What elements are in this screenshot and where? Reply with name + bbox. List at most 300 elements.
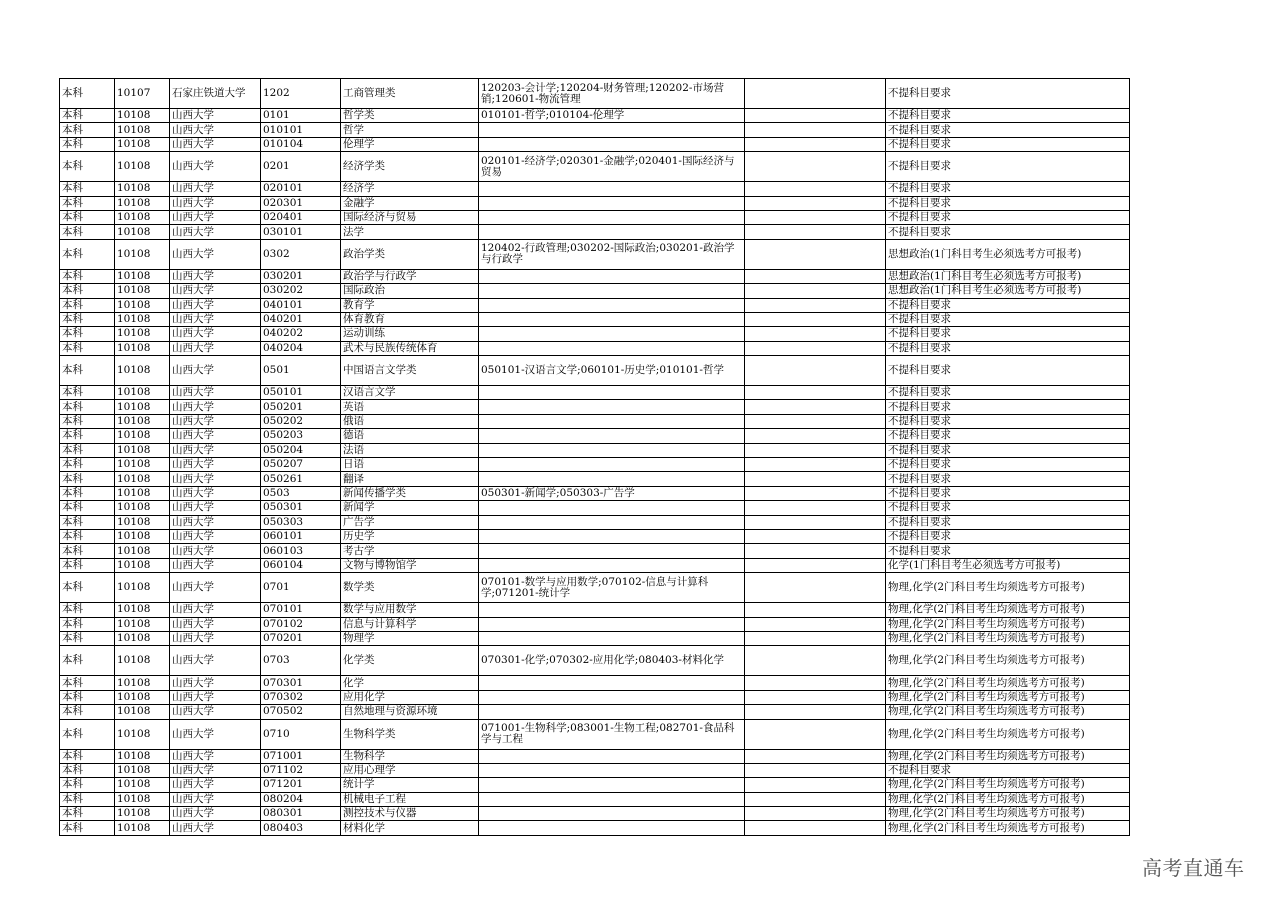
- school-name-cell: 山西大学: [170, 719, 261, 749]
- blank-cell: [745, 152, 886, 182]
- level-cell: 本科: [60, 558, 115, 572]
- school-name-cell: 山西大学: [170, 486, 261, 500]
- school-name-cell: 山西大学: [170, 690, 261, 704]
- included-majors-cell: [479, 210, 745, 224]
- major-code-cell: 050303: [261, 515, 341, 529]
- school-code-cell: 10108: [115, 400, 170, 414]
- table-row: [60, 298, 1130, 312]
- school-name-cell: 山西大学: [170, 312, 261, 326]
- included-majors-cell: [479, 749, 745, 763]
- blank-cell: [745, 705, 886, 719]
- major-code-cell: 0710: [261, 719, 341, 749]
- level-cell: 本科: [60, 196, 115, 210]
- level-cell: 本科: [60, 719, 115, 749]
- table-row: [60, 472, 1130, 486]
- table-row: [60, 123, 1130, 137]
- included-majors-cell: 070301-化学;070302-应用化学;080403-材料化学: [479, 646, 745, 676]
- blank-cell: [745, 386, 886, 400]
- school-name-cell: 山西大学: [170, 386, 261, 400]
- major-name-cell: 德语: [341, 429, 479, 443]
- included-majors-cell: [479, 705, 745, 719]
- major-code-cell: 070201: [261, 631, 341, 645]
- school-code-cell: 10108: [115, 341, 170, 355]
- included-majors-cell: [479, 225, 745, 239]
- school-name-cell: 山西大学: [170, 558, 261, 572]
- major-name-cell: 金融学: [341, 196, 479, 210]
- subject-requirement-cell: 物理,化学(2门科目考生均须选考方可报考): [886, 631, 1130, 645]
- subject-requirement-cell: 不提科目要求: [886, 529, 1130, 543]
- level-cell: 本科: [60, 749, 115, 763]
- subject-requirement-cell: 不提科目要求: [886, 312, 1130, 326]
- blank-cell: [745, 792, 886, 806]
- level-cell: 本科: [60, 210, 115, 224]
- major-code-cell: 0101: [261, 109, 341, 123]
- major-code-cell: 040201: [261, 312, 341, 326]
- subject-requirement-cell: 不提科目要求: [886, 182, 1130, 196]
- blank-cell: [745, 312, 886, 326]
- included-majors-cell: [479, 617, 745, 631]
- table-row: [60, 414, 1130, 428]
- major-code-cell: 0302: [261, 239, 341, 269]
- major-name-cell: 机械电子工程: [341, 792, 479, 806]
- subject-requirement-cell: 不提科目要求: [886, 763, 1130, 777]
- major-code-cell: 030101: [261, 225, 341, 239]
- school-name-cell: 山西大学: [170, 137, 261, 151]
- level-cell: 本科: [60, 109, 115, 123]
- included-majors-cell: [479, 123, 745, 137]
- school-name-cell: 山西大学: [170, 792, 261, 806]
- table-row: [60, 646, 1130, 676]
- school-name-cell: 山西大学: [170, 414, 261, 428]
- school-code-cell: 10108: [115, 558, 170, 572]
- major-name-cell: 武术与民族传统体育: [341, 341, 479, 355]
- school-code-cell: 10108: [115, 152, 170, 182]
- major-name-cell: 政治学与行政学: [341, 269, 479, 283]
- subject-requirement-cell: 不提科目要求: [886, 123, 1130, 137]
- major-code-cell: 071102: [261, 763, 341, 777]
- major-name-cell: 翻译: [341, 472, 479, 486]
- blank-cell: [745, 515, 886, 529]
- included-majors-cell: [479, 792, 745, 806]
- level-cell: 本科: [60, 501, 115, 515]
- subject-requirement-cell: 不提科目要求: [886, 414, 1130, 428]
- major-code-cell: 030201: [261, 269, 341, 283]
- level-cell: 本科: [60, 269, 115, 283]
- school-code-cell: 10108: [115, 196, 170, 210]
- school-name-cell: 山西大学: [170, 617, 261, 631]
- major-code-cell: 0703: [261, 646, 341, 676]
- table-row: [60, 705, 1130, 719]
- major-code-cell: 040101: [261, 298, 341, 312]
- level-cell: 本科: [60, 676, 115, 690]
- major-code-cell: 070302: [261, 690, 341, 704]
- table-row: [60, 269, 1130, 283]
- major-code-cell: 071201: [261, 778, 341, 792]
- table-body: [60, 79, 1130, 836]
- major-code-cell: 070102: [261, 617, 341, 631]
- major-code-cell: 040202: [261, 327, 341, 341]
- watermark-text: 高考直通车: [1142, 856, 1245, 880]
- blank-cell: [745, 196, 886, 210]
- blank-cell: [745, 137, 886, 151]
- table-row: [60, 603, 1130, 617]
- included-majors-cell: [479, 298, 745, 312]
- school-name-cell: 山西大学: [170, 544, 261, 558]
- major-name-cell: 经济学: [341, 182, 479, 196]
- blank-cell: [745, 414, 886, 428]
- blank-cell: [745, 79, 886, 109]
- level-cell: 本科: [60, 690, 115, 704]
- school-code-cell: 10108: [115, 284, 170, 298]
- blank-cell: [745, 327, 886, 341]
- school-name-cell: 山西大学: [170, 778, 261, 792]
- blank-cell: [745, 472, 886, 486]
- table-row: [60, 807, 1130, 821]
- table-row: [60, 558, 1130, 572]
- subject-requirement-cell: 不提科目要求: [886, 544, 1130, 558]
- major-code-cell: 080403: [261, 821, 341, 835]
- major-code-cell: 1202: [261, 79, 341, 109]
- major-name-cell: 新闻学: [341, 501, 479, 515]
- major-code-cell: 010104: [261, 137, 341, 151]
- subject-requirement-cell: 物理,化学(2门科目考生均须选考方可报考): [886, 690, 1130, 704]
- blank-cell: [745, 558, 886, 572]
- level-cell: 本科: [60, 705, 115, 719]
- subject-requirement-cell: 不提科目要求: [886, 225, 1130, 239]
- subject-requirement-cell: 物理,化学(2门科目考生均须选考方可报考): [886, 821, 1130, 835]
- table-row: [60, 429, 1130, 443]
- table-row: [60, 210, 1130, 224]
- major-code-cell: 071001: [261, 749, 341, 763]
- level-cell: 本科: [60, 152, 115, 182]
- major-name-cell: 经济学类: [341, 152, 479, 182]
- major-name-cell: 广告学: [341, 515, 479, 529]
- table-row: [60, 400, 1130, 414]
- level-cell: 本科: [60, 312, 115, 326]
- level-cell: 本科: [60, 529, 115, 543]
- included-majors-cell: [479, 414, 745, 428]
- subject-requirement-cell: 思想政治(1门科目考生必须选考方可报考): [886, 239, 1130, 269]
- major-code-cell: 010101: [261, 123, 341, 137]
- blank-cell: [745, 356, 886, 386]
- school-code-cell: 10108: [115, 676, 170, 690]
- level-cell: 本科: [60, 646, 115, 676]
- major-name-cell: 应用化学: [341, 690, 479, 704]
- major-name-cell: 数学与应用数学: [341, 603, 479, 617]
- blank-cell: [745, 646, 886, 676]
- blank-cell: [745, 778, 886, 792]
- level-cell: 本科: [60, 123, 115, 137]
- included-majors-cell: [479, 807, 745, 821]
- major-code-cell: 070502: [261, 705, 341, 719]
- included-majors-cell: [479, 400, 745, 414]
- major-code-cell: 050301: [261, 501, 341, 515]
- school-name-cell: 山西大学: [170, 603, 261, 617]
- school-code-cell: 10108: [115, 429, 170, 443]
- major-name-cell: 体育教育: [341, 312, 479, 326]
- included-majors-cell: [479, 631, 745, 645]
- school-name-cell: 山西大学: [170, 225, 261, 239]
- school-code-cell: 10108: [115, 749, 170, 763]
- subject-requirement-cell: 物理,化学(2门科目考生均须选考方可报考): [886, 807, 1130, 821]
- blank-cell: [745, 529, 886, 543]
- level-cell: 本科: [60, 792, 115, 806]
- school-code-cell: 10108: [115, 123, 170, 137]
- table-row: [60, 778, 1130, 792]
- level-cell: 本科: [60, 341, 115, 355]
- school-name-cell: 山西大学: [170, 269, 261, 283]
- included-majors-cell: 120203-会计学;120204-财务管理;120202-市场营销;120601-物流管理: [479, 79, 745, 109]
- subject-requirement-cell: 不提科目要求: [886, 152, 1130, 182]
- subject-requirement-cell: 不提科目要求: [886, 137, 1130, 151]
- school-code-cell: 10108: [115, 705, 170, 719]
- subject-requirement-cell: 物理,化学(2门科目考生均须选考方可报考): [886, 676, 1130, 690]
- level-cell: 本科: [60, 400, 115, 414]
- included-majors-cell: [479, 443, 745, 457]
- subject-requirement-cell: 不提科目要求: [886, 515, 1130, 529]
- level-cell: 本科: [60, 137, 115, 151]
- included-majors-cell: [479, 676, 745, 690]
- table-row: [60, 544, 1130, 558]
- school-name-cell: 山西大学: [170, 152, 261, 182]
- included-majors-cell: [479, 501, 745, 515]
- school-code-cell: 10108: [115, 719, 170, 749]
- major-code-cell: 020101: [261, 182, 341, 196]
- subject-requirement-cell: 不提科目要求: [886, 429, 1130, 443]
- major-name-cell: 历史学: [341, 529, 479, 543]
- level-cell: 本科: [60, 778, 115, 792]
- included-majors-cell: [479, 544, 745, 558]
- school-name-cell: 山西大学: [170, 327, 261, 341]
- major-code-cell: 0701: [261, 573, 341, 603]
- major-name-cell: 信息与计算科学: [341, 617, 479, 631]
- major-code-cell: 050207: [261, 458, 341, 472]
- blank-cell: [745, 341, 886, 355]
- included-majors-cell: [479, 821, 745, 835]
- major-name-cell: 数学类: [341, 573, 479, 603]
- level-cell: 本科: [60, 603, 115, 617]
- school-code-cell: 10108: [115, 690, 170, 704]
- major-name-cell: 教育学: [341, 298, 479, 312]
- major-name-cell: 哲学: [341, 123, 479, 137]
- school-code-cell: 10108: [115, 631, 170, 645]
- major-name-cell: 统计学: [341, 778, 479, 792]
- blank-cell: [745, 225, 886, 239]
- major-code-cell: 0201: [261, 152, 341, 182]
- school-name-cell: 山西大学: [170, 705, 261, 719]
- blank-cell: [745, 763, 886, 777]
- major-name-cell: 俄语: [341, 414, 479, 428]
- table-row: [60, 239, 1130, 269]
- blank-cell: [745, 109, 886, 123]
- included-majors-cell: 050101-汉语言文学;060101-历史学;010101-哲学: [479, 356, 745, 386]
- level-cell: 本科: [60, 821, 115, 835]
- blank-cell: [745, 690, 886, 704]
- level-cell: 本科: [60, 443, 115, 457]
- major-name-cell: 文物与博物馆学: [341, 558, 479, 572]
- school-name-cell: 石家庄铁道大学: [170, 79, 261, 109]
- major-name-cell: 运动训练: [341, 327, 479, 341]
- included-majors-cell: [479, 284, 745, 298]
- school-code-cell: 10108: [115, 646, 170, 676]
- blank-cell: [745, 443, 886, 457]
- school-code-cell: 10107: [115, 79, 170, 109]
- school-code-cell: 10108: [115, 356, 170, 386]
- table-row: [60, 284, 1130, 298]
- blank-cell: [745, 298, 886, 312]
- school-code-cell: 10108: [115, 792, 170, 806]
- included-majors-cell: 050301-新闻学;050303-广告学: [479, 486, 745, 500]
- school-name-cell: 山西大学: [170, 429, 261, 443]
- level-cell: 本科: [60, 544, 115, 558]
- included-majors-cell: [479, 472, 745, 486]
- included-majors-cell: [479, 196, 745, 210]
- included-majors-cell: 120402-行政管理;030202-国际政治;030201-政治学与行政学: [479, 239, 745, 269]
- included-majors-cell: [479, 429, 745, 443]
- level-cell: 本科: [60, 807, 115, 821]
- major-name-cell: 国际经济与贸易: [341, 210, 479, 224]
- school-name-cell: 山西大学: [170, 529, 261, 543]
- major-name-cell: 汉语言文学: [341, 386, 479, 400]
- table-row: [60, 821, 1130, 835]
- school-code-cell: 10108: [115, 137, 170, 151]
- school-code-cell: 10108: [115, 443, 170, 457]
- table-row: [60, 196, 1130, 210]
- included-majors-cell: 070101-数学与应用数学;070102-信息与计算科学;071201-统计学: [479, 573, 745, 603]
- school-name-cell: 山西大学: [170, 298, 261, 312]
- major-name-cell: 日语: [341, 458, 479, 472]
- subject-requirement-cell: 物理,化学(2门科目考生均须选考方可报考): [886, 719, 1130, 749]
- included-majors-cell: [479, 327, 745, 341]
- major-code-cell: 060104: [261, 558, 341, 572]
- school-code-cell: 10108: [115, 544, 170, 558]
- major-code-cell: 050261: [261, 472, 341, 486]
- table-row: [60, 573, 1130, 603]
- level-cell: 本科: [60, 386, 115, 400]
- school-name-cell: 山西大学: [170, 631, 261, 645]
- school-name-cell: 山西大学: [170, 400, 261, 414]
- included-majors-cell: [479, 558, 745, 572]
- school-code-cell: 10108: [115, 529, 170, 543]
- blank-cell: [745, 631, 886, 645]
- school-code-cell: 10108: [115, 109, 170, 123]
- table-row: [60, 109, 1130, 123]
- table-row: [60, 501, 1130, 515]
- level-cell: 本科: [60, 414, 115, 428]
- included-majors-cell: [479, 778, 745, 792]
- subject-requirement-cell: 不提科目要求: [886, 443, 1130, 457]
- blank-cell: [745, 573, 886, 603]
- table-row: [60, 617, 1130, 631]
- table-row: [60, 719, 1130, 749]
- table-row: [60, 225, 1130, 239]
- major-code-cell: 050203: [261, 429, 341, 443]
- school-name-cell: 山西大学: [170, 123, 261, 137]
- table-row: [60, 690, 1130, 704]
- major-name-cell: 政治学类: [341, 239, 479, 269]
- table-row: [60, 356, 1130, 386]
- level-cell: 本科: [60, 356, 115, 386]
- table-row: [60, 152, 1130, 182]
- included-majors-cell: [479, 603, 745, 617]
- level-cell: 本科: [60, 327, 115, 341]
- table-row: [60, 79, 1130, 109]
- school-code-cell: 10108: [115, 573, 170, 603]
- table-row: [60, 312, 1130, 326]
- level-cell: 本科: [60, 458, 115, 472]
- major-code-cell: 060101: [261, 529, 341, 543]
- school-name-cell: 山西大学: [170, 749, 261, 763]
- included-majors-cell: [479, 763, 745, 777]
- major-code-cell: 050201: [261, 400, 341, 414]
- blank-cell: [745, 719, 886, 749]
- table-row: [60, 515, 1130, 529]
- major-code-cell: 050101: [261, 386, 341, 400]
- included-majors-cell: [479, 515, 745, 529]
- subject-requirement-cell: 物理,化学(2门科目考生均须选考方可报考): [886, 646, 1130, 676]
- major-code-cell: 050204: [261, 443, 341, 457]
- school-code-cell: 10108: [115, 182, 170, 196]
- level-cell: 本科: [60, 763, 115, 777]
- level-cell: 本科: [60, 239, 115, 269]
- subject-requirement-cell: 不提科目要求: [886, 458, 1130, 472]
- school-code-cell: 10108: [115, 298, 170, 312]
- subject-requirement-cell: 物理,化学(2门科目考生均须选考方可报考): [886, 749, 1130, 763]
- major-code-cell: 080301: [261, 807, 341, 821]
- school-code-cell: 10108: [115, 458, 170, 472]
- major-name-cell: 英语: [341, 400, 479, 414]
- blank-cell: [745, 458, 886, 472]
- school-code-cell: 10108: [115, 225, 170, 239]
- major-code-cell: 020401: [261, 210, 341, 224]
- subject-requirement-cell: 思想政治(1门科目考生必须选考方可报考): [886, 269, 1130, 283]
- level-cell: 本科: [60, 225, 115, 239]
- school-code-cell: 10108: [115, 386, 170, 400]
- school-code-cell: 10108: [115, 312, 170, 326]
- school-code-cell: 10108: [115, 414, 170, 428]
- blank-cell: [745, 239, 886, 269]
- school-code-cell: 10108: [115, 821, 170, 835]
- level-cell: 本科: [60, 631, 115, 645]
- table-row: [60, 458, 1130, 472]
- included-majors-cell: [479, 341, 745, 355]
- table-row: [60, 386, 1130, 400]
- subject-requirement-cell: 物理,化学(2门科目考生均须选考方可报考): [886, 792, 1130, 806]
- subject-requirement-cell: 物理,化学(2门科目考生均须选考方可报考): [886, 603, 1130, 617]
- school-name-cell: 山西大学: [170, 646, 261, 676]
- major-code-cell: 070301: [261, 676, 341, 690]
- school-name-cell: 山西大学: [170, 515, 261, 529]
- blank-cell: [745, 182, 886, 196]
- school-code-cell: 10108: [115, 269, 170, 283]
- school-name-cell: 山西大学: [170, 196, 261, 210]
- major-code-cell: 070101: [261, 603, 341, 617]
- school-code-cell: 10108: [115, 515, 170, 529]
- subject-requirement-cell: 不提科目要求: [886, 501, 1130, 515]
- subject-requirement-cell: 物理,化学(2门科目考生均须选考方可报考): [886, 573, 1130, 603]
- included-majors-cell: [479, 529, 745, 543]
- major-code-cell: 040204: [261, 341, 341, 355]
- included-majors-cell: [479, 182, 745, 196]
- school-name-cell: 山西大学: [170, 501, 261, 515]
- major-name-cell: 材料化学: [341, 821, 479, 835]
- major-name-cell: 法语: [341, 443, 479, 457]
- level-cell: 本科: [60, 298, 115, 312]
- included-majors-cell: 010101-哲学;010104-伦理学: [479, 109, 745, 123]
- blank-cell: [745, 429, 886, 443]
- major-code-cell: 020301: [261, 196, 341, 210]
- included-majors-cell: 020101-经济学;020301-金融学;020401-国际经济与贸易: [479, 152, 745, 182]
